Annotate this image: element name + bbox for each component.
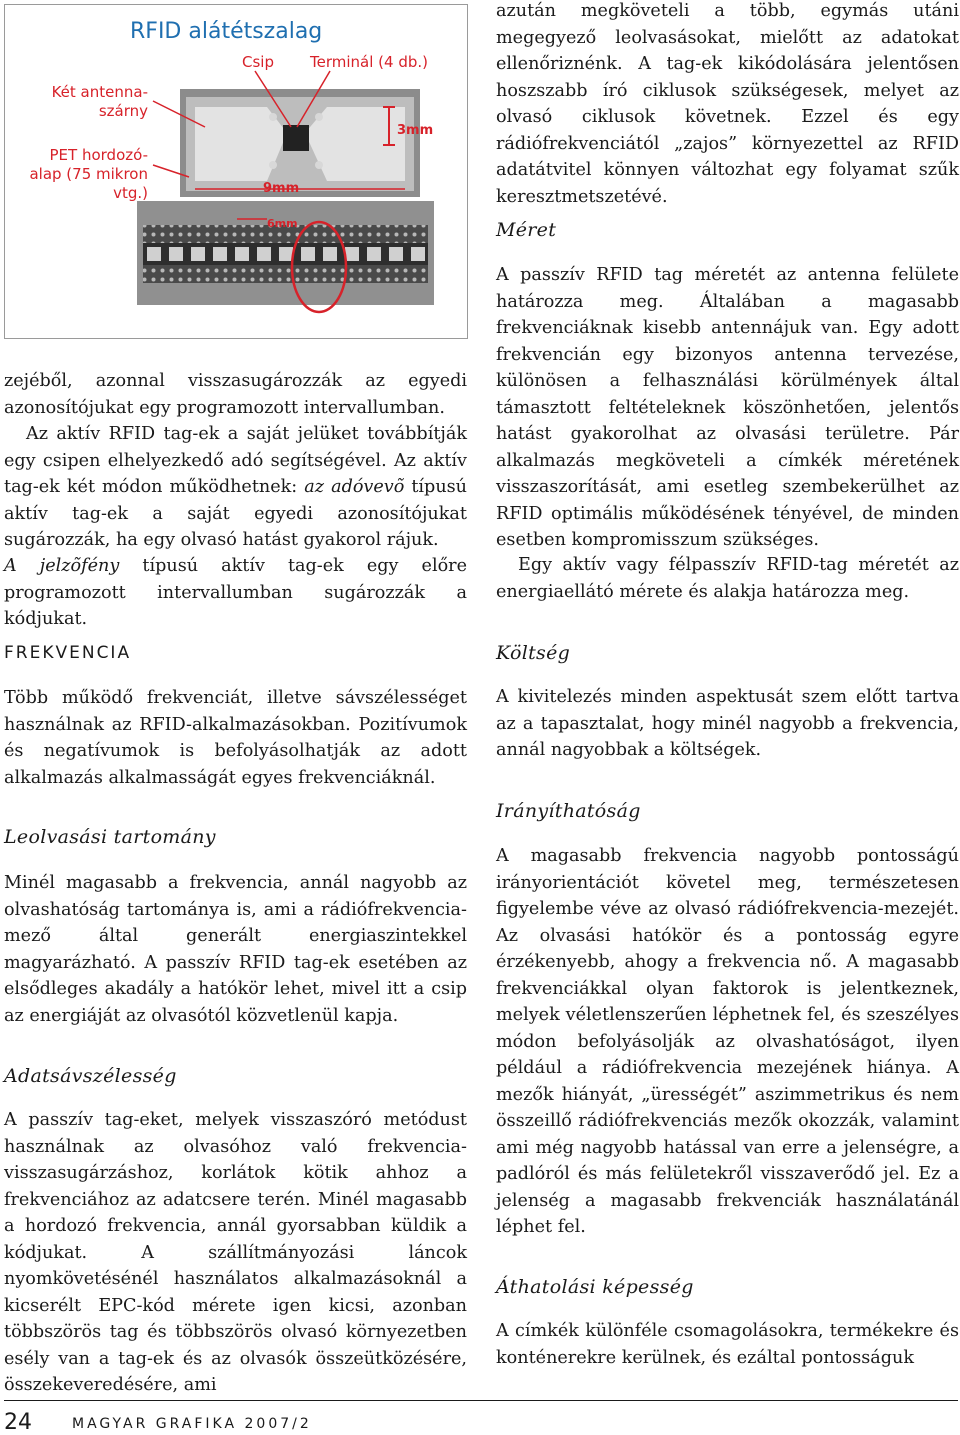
terminal-label: Terminál (4 db.) <box>310 53 428 71</box>
left-paragraph-5: Minél magasabb a frekvencia, annál nagyobb az olvashatóság tartománya is, ami a rádiófrekvencia-mező által generált energiaszintekkel magyarázható. A passzív RFID tag-ek esetében az elsődleges akadály a hatókör lehet, mivel itt a csip az energiáját az olvasótól közvetlenül kapja. <box>4 873 467 1026</box>
magazine-name: MAGYAR GRAFIKA 2007/2 <box>72 1416 312 1432</box>
left-paragraph-3-rest: típusú aktív tag-ek egy előre programozott intervallumban sugározzák a kódjukat. <box>4 556 468 629</box>
chip-shape <box>283 125 309 151</box>
figure-title: RFID alátétszalag <box>130 19 323 44</box>
heading-directionality: Irányíthatóság <box>496 800 641 822</box>
pet-label-line-2: alap (75 mikron <box>29 165 148 183</box>
left-paragraph-1: zejéből, azonnal visszasugározzák az egyedi azonosítójukat egy programozott intervallumban. <box>4 371 467 418</box>
dimension-9mm: 9mm <box>263 181 300 196</box>
antenna-label-line-1: Két antenna- <box>51 83 148 101</box>
right-paragraph-2: A passzív RFID tag méretét az antenna felülete határozza meg. Általában a magasabb frekvenciáknak kisebb antennájuk van. Egy adott frekvencián egy bizonyos antenna tervezése, különösen a felhasználási körülmények által támasztott feltételeknek köszönhetően, jelentős hatást gyakorolhat az olvasási területre. Pár alkalmazás megköveteli a címkék méretének visszaszorítását, ami esetleg szembekerülhet az RFID optimális működésének tényével, de minden esetben kompromisszum szükséges. <box>496 265 959 550</box>
antenna-label <box>11 83 148 121</box>
pet-label-line-3: vtg.) <box>113 184 148 202</box>
section-title-frekvencia: FREKVENCIA <box>4 643 132 663</box>
left-paragraph-2 <box>4 421 467 554</box>
antenna-label-line-2: szárny <box>98 102 148 120</box>
heading-cost: Költség <box>496 642 571 664</box>
chip-label: Csip <box>242 53 274 71</box>
heading-read-range: Leolvasási tartomány <box>4 826 216 848</box>
left-paragraph-3 <box>4 553 467 633</box>
heading-bandwidth: Adatsávszélesség <box>4 1065 177 1087</box>
right-paragraph-6: A címkék különféle csomagolásokra, termékekre és konténerekre kerülnek, és ezáltal pontosságuk <box>496 1321 959 1368</box>
pet-label-line-1: PET hordozó- <box>49 146 148 164</box>
left-paragraph-2-emphasis: az adóvevõ <box>304 477 405 497</box>
right-paragraph-1: azután megköveteli a több, egymás utáni megegyező leolvasásokat, mielőtt az adatokat ellenőriznénk. A tag-ek kikódolására jelentősen hoszszabb író ciklusok szükségesek, melyet az olvasó ciklusok követnek. Ezzel és egy rádiófrekvenciától „zajos” környezettel az RFID adatátvitel könnyen változhat egy folyamat szűk keresztmetszetévé. <box>496 1 959 207</box>
right-paragraph-4: A kivitelezés minden aspektusát szem előtt tartva az a tapasztalat, hogy minél nagyobb a frekvencia, annál nagyobbak a költségek. <box>496 687 959 760</box>
left-paragraph-2-rest: típusú aktív tag-ek a saját egyedi azonosítójukat sugározzák, ha egy olvasó hatást gyakorol rájuk. <box>4 477 468 550</box>
right-paragraph-3: Egy aktív vagy félpasszív RFID-tag méretét az energiaellátó mérete és alakja határozza meg. <box>496 555 959 602</box>
rfid-inlay-figure <box>4 4 468 339</box>
right-paragraph-5: A magasabb frekvencia nagyobb pontosságú irányorientációt követel meg, természetesen figyelembe véve az olvasó rádiófrekvencia-mezejét. Az olvasási hatókör és a pontosság egyre érzékenyebb, ahogy a frekvencia nő. A magasabb frekvenciákkal olyan faktorok is jelentkeznek, melyek véletlenszerűen léphetnek fel, és szeszélyes módon befolyásolják az olvashatóságot, ilyen például a rádiófrekvencia mezejének hiánya. A mezők hiányát, „ürességét” aszimmetrikus és nem összeillő rádiófrekvenciás mezők okozzák, valamint ami még nagyobb hatással van erre a jelenségre, a padlóról és más felületekről visszaverődő jel. Ez a jelenség a magasabb frekvenciák használatánál léphet fel. <box>496 846 959 1237</box>
pet-label <box>5 146 148 203</box>
left-paragraph-2-text: Az aktív RFID tag-ek a saját jelüket továbbítják egy csipen elhelyezkedő adó segítségével. Az aktív tag-ek két módon működhetnek: <box>4 424 467 497</box>
left-paragraph-4: Több működő frekvenciát, illetve sávszélességet használnak az RFID-alkalmazásokban. Pozitívumok és negatívumok is befolyásolhatják az adott alkalmazás alkalmasságát egyes frekvenciáknál. <box>4 688 467 788</box>
left-paragraph-3-emphasis: A jelzõfény <box>4 556 120 576</box>
left-paragraph-6: A passzív tag-eket, melyek visszaszóró metódust használnak az olvasóhoz való frekvencia-visszasugárzáshoz, korlátok kötik ahhoz a frekvenciához az adatcsere terén. Minél magasabb a hordozó frekvencia, annál gyorsabban küldik a kódjukat. A szállítmányozási láncok nyomkövetésénél használatos alkalmazásoknál a kicserélt EPC-kód mérete igen kicsi, azonban többszörös tag és többszörös olvasó környezetben esély van a tag-ek és az olvasók összeütközésére, összekeveredésére, ami <box>4 1110 467 1395</box>
dimension-3mm: 3mm <box>397 123 434 138</box>
heading-penetration: Áthatolási képesség <box>496 1276 694 1298</box>
dimension-6mm: 6mm <box>267 217 298 230</box>
heading-size: Méret <box>496 219 557 241</box>
page-number: 24 <box>4 1410 32 1435</box>
footer-rule <box>4 1400 958 1401</box>
